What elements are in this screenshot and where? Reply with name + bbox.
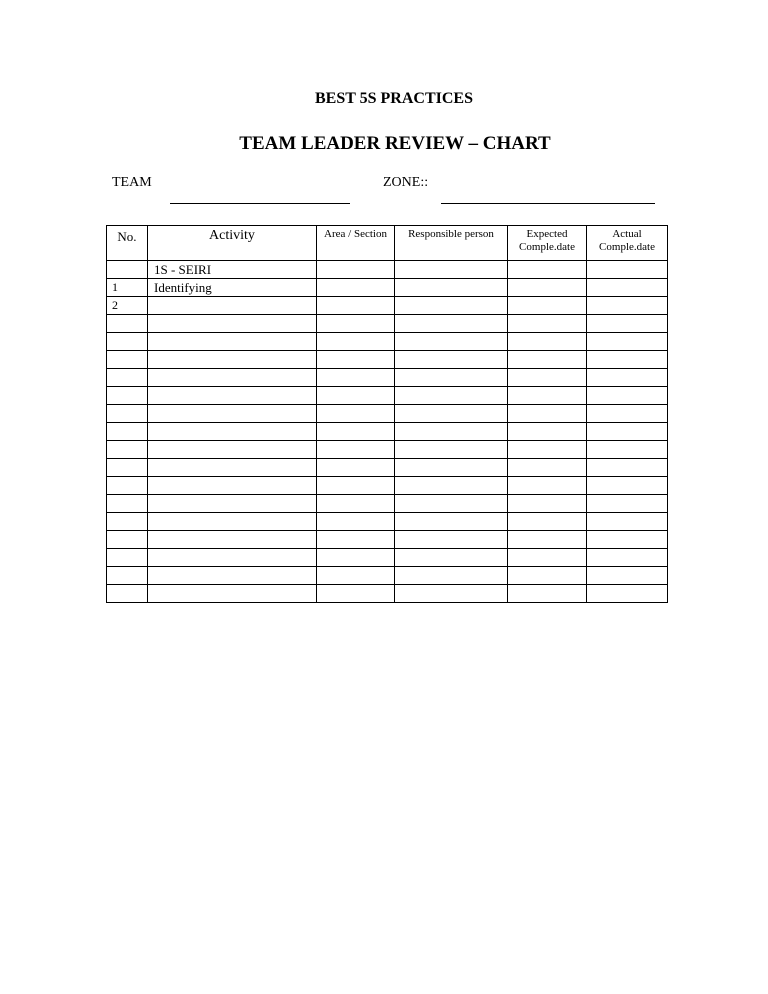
cell-responsible-person[interactable] (395, 333, 508, 351)
cell-no[interactable] (107, 549, 148, 567)
table-body (107, 261, 668, 603)
cell-activity[interactable] (148, 351, 317, 369)
cell-actual-date[interactable] (587, 279, 668, 297)
cell-area-section[interactable] (317, 405, 395, 423)
table-row (107, 405, 668, 423)
cell-expected-date[interactable] (508, 315, 587, 333)
cell-no[interactable] (107, 459, 148, 477)
header-actual-date: Actual Comple.date (587, 226, 668, 261)
cell-expected-date[interactable] (508, 387, 587, 405)
cell-activity[interactable] (148, 549, 317, 567)
cell-responsible-person[interactable] (395, 387, 508, 405)
cell-no[interactable] (107, 405, 148, 423)
zone-label: ZONE:: (383, 175, 429, 190)
cell-no[interactable] (107, 261, 148, 279)
cell-actual-date[interactable] (587, 549, 668, 567)
cell-actual-date[interactable] (587, 351, 668, 369)
table-row (107, 531, 668, 549)
cell-area-section[interactable] (317, 351, 395, 369)
cell-area-section[interactable] (317, 333, 395, 351)
cell-activity[interactable] (148, 477, 317, 495)
cell-expected-date[interactable] (508, 477, 587, 495)
cell-no[interactable] (107, 531, 148, 549)
cell-responsible-person[interactable] (395, 585, 508, 603)
cell-area-section[interactable] (317, 585, 395, 603)
cell-actual-date[interactable] (587, 477, 668, 495)
cell-actual-date[interactable] (587, 495, 668, 513)
cell-expected-date[interactable] (508, 261, 587, 279)
cell-area-section[interactable] (317, 279, 395, 297)
cell-area-section[interactable] (317, 477, 395, 495)
cell-no[interactable] (107, 495, 148, 513)
table-row (107, 369, 668, 387)
cell-responsible-person[interactable] (395, 459, 508, 477)
cell-no[interactable] (107, 585, 148, 603)
cell-responsible-person[interactable] (395, 297, 508, 315)
cell-activity[interactable] (148, 315, 317, 333)
header-no: No. (107, 226, 148, 261)
table-row (107, 585, 668, 603)
cell-area-section[interactable] (317, 441, 395, 459)
cell-expected-date[interactable] (508, 297, 587, 315)
cell-area-section[interactable] (317, 495, 395, 513)
cell-area-section[interactable] (317, 549, 395, 567)
cell-actual-date[interactable] (587, 297, 668, 315)
table-row (107, 459, 668, 477)
cell-no[interactable] (107, 387, 148, 405)
cell-area-section[interactable] (317, 459, 395, 477)
cell-responsible-person[interactable] (395, 279, 508, 297)
cell-activity[interactable] (148, 297, 317, 315)
cell-responsible-person[interactable] (395, 567, 508, 585)
cell-area-section[interactable] (317, 567, 395, 585)
cell-area-section[interactable] (317, 261, 395, 279)
cell-activity[interactable] (148, 333, 317, 351)
header-activity: Activity (148, 226, 317, 261)
table-row (107, 441, 668, 459)
cell-responsible-person[interactable] (395, 531, 508, 549)
cell-expected-date[interactable] (508, 405, 587, 423)
cell-area-section[interactable] (317, 369, 395, 387)
cell-no[interactable] (107, 441, 148, 459)
cell-responsible-person[interactable] (395, 477, 508, 495)
review-table (106, 225, 668, 603)
table-header-row (107, 226, 668, 261)
header-responsible-person: Responsible person (395, 226, 508, 261)
cell-expected-date[interactable] (508, 585, 587, 603)
cell-activity[interactable] (148, 369, 317, 387)
cell-responsible-person[interactable] (395, 513, 508, 531)
cell-area-section[interactable] (317, 315, 395, 333)
team-field-line[interactable] (170, 203, 350, 204)
cell-no[interactable] (107, 333, 148, 351)
cell-no[interactable]: 1 (107, 279, 148, 297)
cell-no[interactable] (107, 513, 148, 531)
cell-actual-date[interactable] (587, 387, 668, 405)
table-row (107, 387, 668, 405)
cell-actual-date[interactable] (587, 423, 668, 441)
cell-activity[interactable] (148, 459, 317, 477)
cell-activity[interactable] (148, 405, 317, 423)
cell-expected-date[interactable] (508, 549, 587, 567)
table-row (107, 279, 668, 297)
cell-responsible-person[interactable] (395, 549, 508, 567)
cell-expected-date[interactable] (508, 567, 587, 585)
cell-activity[interactable] (148, 567, 317, 585)
table-row (107, 297, 668, 315)
table-row (107, 567, 668, 585)
cell-expected-date[interactable] (508, 441, 587, 459)
cell-responsible-person[interactable] (395, 261, 508, 279)
cell-actual-date[interactable] (587, 567, 668, 585)
cell-actual-date[interactable] (587, 441, 668, 459)
cell-responsible-person[interactable] (395, 495, 508, 513)
cell-no[interactable] (107, 567, 148, 585)
cell-no[interactable]: 2 (107, 297, 148, 315)
cell-activity[interactable]: Identifying (148, 279, 317, 297)
cell-activity[interactable] (148, 585, 317, 603)
cell-responsible-person[interactable] (395, 441, 508, 459)
cell-actual-date[interactable] (587, 585, 668, 603)
cell-actual-date[interactable] (587, 333, 668, 351)
zone-field-line[interactable] (441, 203, 655, 204)
cell-actual-date[interactable] (587, 513, 668, 531)
table-row (107, 261, 668, 279)
cell-area-section[interactable] (317, 513, 395, 531)
table-row (107, 351, 668, 369)
cell-activity[interactable] (148, 423, 317, 441)
table-row (107, 423, 668, 441)
table-row (107, 477, 668, 495)
cell-area-section[interactable] (317, 423, 395, 441)
cell-no[interactable] (107, 315, 148, 333)
cell-expected-date[interactable] (508, 531, 587, 549)
cell-expected-date[interactable] (508, 333, 587, 351)
cell-responsible-person[interactable] (395, 405, 508, 423)
team-label: TEAM (112, 175, 152, 190)
cell-actual-date[interactable] (587, 459, 668, 477)
cell-expected-date[interactable] (508, 369, 587, 387)
cell-expected-date[interactable] (508, 513, 587, 531)
cell-actual-date[interactable] (587, 261, 668, 279)
cell-responsible-person[interactable] (395, 315, 508, 333)
table-row (107, 333, 668, 351)
header-area-section: Area / Section (317, 226, 395, 261)
document-heading: BEST 5S PRACTICES (315, 90, 473, 107)
cell-responsible-person[interactable] (395, 423, 508, 441)
cell-area-section[interactable] (317, 387, 395, 405)
cell-activity[interactable] (148, 495, 317, 513)
cell-responsible-person[interactable] (395, 369, 508, 387)
table-row (107, 549, 668, 567)
cell-activity[interactable]: 1S - SEIRI (148, 261, 317, 279)
cell-expected-date[interactable] (508, 495, 587, 513)
cell-no[interactable] (107, 369, 148, 387)
cell-expected-date[interactable] (508, 351, 587, 369)
header-expected-date: Expected Comple.date (508, 226, 587, 261)
cell-expected-date[interactable] (508, 459, 587, 477)
cell-actual-date[interactable] (587, 531, 668, 549)
cell-activity[interactable] (148, 441, 317, 459)
cell-expected-date[interactable] (508, 279, 587, 297)
cell-no[interactable] (107, 423, 148, 441)
cell-actual-date[interactable] (587, 369, 668, 387)
cell-activity[interactable] (148, 513, 317, 531)
cell-actual-date[interactable] (587, 405, 668, 423)
cell-expected-date[interactable] (508, 423, 587, 441)
cell-actual-date[interactable] (587, 315, 668, 333)
cell-area-section[interactable] (317, 531, 395, 549)
cell-activity[interactable] (148, 387, 317, 405)
table-row (107, 513, 668, 531)
cell-activity[interactable] (148, 531, 317, 549)
cell-no[interactable] (107, 351, 148, 369)
table-row (107, 495, 668, 513)
cell-no[interactable] (107, 477, 148, 495)
table-row (107, 315, 668, 333)
cell-responsible-person[interactable] (395, 351, 508, 369)
cell-area-section[interactable] (317, 297, 395, 315)
document-subheading: TEAM LEADER REVIEW – CHART (239, 133, 551, 154)
